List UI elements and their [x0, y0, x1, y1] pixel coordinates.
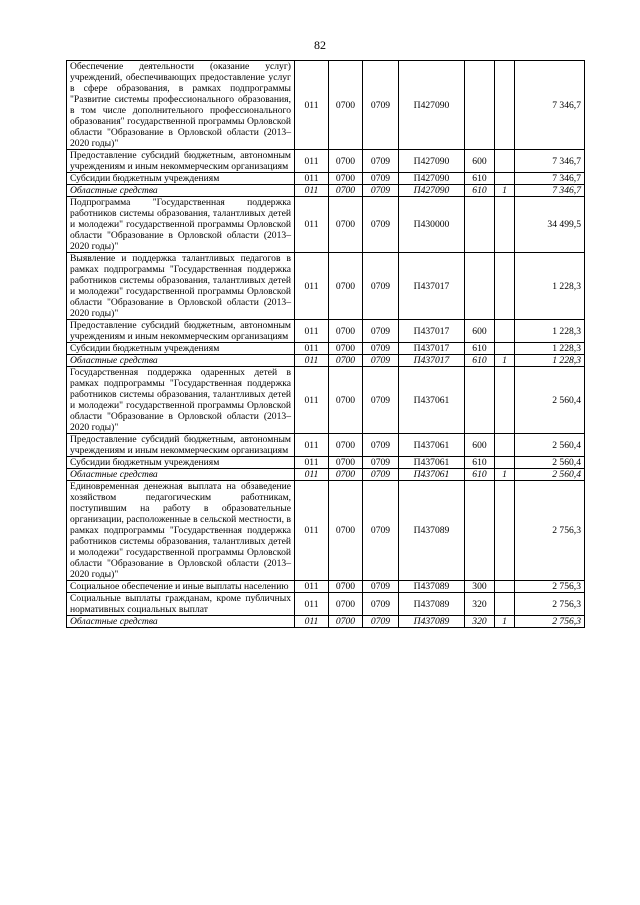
- table-row: [67, 481, 585, 581]
- table-row: [67, 150, 585, 173]
- row-pr-code: 0709: [363, 481, 399, 581]
- row-gr-code: 011: [295, 367, 329, 434]
- row-description: Единовременная денежная выплата на обзаведение хозяйством педагогическим работникам, поступившим на работу в образовательные организации, расположенные в сельской местности, в рамках подпрограммы "Государственная поддержка работников системы образования, талантливых детей и молодежи" государственной программы Орловской области "Образование в Орловской области (2013–2020 годы)": [67, 481, 295, 581]
- row-description: Областные средства: [67, 185, 295, 197]
- row-gr-code: 011: [295, 616, 329, 628]
- row-gr-code: 011: [295, 355, 329, 367]
- row-expense-type: 600: [465, 434, 495, 457]
- row-funding-source: [495, 481, 515, 581]
- row-gr-code: 011: [295, 253, 329, 320]
- row-description: Предоставление субсидий бюджетным, автономным учреждениям и иным некоммерческим организациям: [67, 434, 295, 457]
- row-funding-source: 1: [495, 616, 515, 628]
- table-row-regional-funds: [67, 616, 585, 628]
- row-expense-type: 610: [465, 343, 495, 355]
- row-pr-code: 0709: [363, 434, 399, 457]
- row-target-article: П437017: [399, 253, 465, 320]
- row-rz-code: 0700: [329, 481, 363, 581]
- row-description: Социальное обеспечение и иные выплаты населению: [67, 581, 295, 593]
- row-target-article: П437061: [399, 469, 465, 481]
- row-target-article: П437089: [399, 481, 465, 581]
- row-gr-code: 011: [295, 457, 329, 469]
- row-target-article: П437017: [399, 343, 465, 355]
- row-expense-type: 600: [465, 150, 495, 173]
- row-gr-code: 011: [295, 197, 329, 253]
- row-gr-code: 011: [295, 150, 329, 173]
- table-row: [67, 197, 585, 253]
- row-rz-code: 0700: [329, 434, 363, 457]
- row-description: Субсидии бюджетным учреждениям: [67, 457, 295, 469]
- row-target-article: П427090: [399, 185, 465, 197]
- row-description: Выявление и поддержка талантливых педагогов в рамках подпрограммы "Государственная поддержка работников системы образования, талантливых детей и молодежи" государственной программы Орловской области "Образование в Орловской области (2013–2020 годы)": [67, 253, 295, 320]
- row-target-article: П437089: [399, 616, 465, 628]
- row-pr-code: 0709: [363, 469, 399, 481]
- row-rz-code: 0700: [329, 343, 363, 355]
- row-amount: 1 228,3: [515, 343, 585, 355]
- row-expense-type: 320: [465, 616, 495, 628]
- row-pr-code: 0709: [363, 150, 399, 173]
- budget-table: [66, 60, 585, 628]
- table-row: [67, 581, 585, 593]
- row-funding-source: [495, 434, 515, 457]
- table-row: [67, 434, 585, 457]
- row-target-article: П437017: [399, 320, 465, 343]
- row-funding-source: 1: [495, 355, 515, 367]
- row-expense-type: 320: [465, 593, 495, 616]
- row-amount: 2 756,3: [515, 481, 585, 581]
- row-pr-code: 0709: [363, 355, 399, 367]
- row-gr-code: 011: [295, 61, 329, 150]
- table-body: [67, 61, 585, 628]
- row-description: Подпрограмма "Государственная поддержка работников системы образования, талантливых детей и молодежи" государственной программы Орловской области "Образование в Орловской области (2013–2020 годы)": [67, 197, 295, 253]
- row-expense-type: [465, 253, 495, 320]
- page-number: 82: [314, 38, 326, 52]
- row-gr-code: 011: [295, 434, 329, 457]
- row-pr-code: 0709: [363, 61, 399, 150]
- row-gr-code: 011: [295, 343, 329, 355]
- row-gr-code: 011: [295, 320, 329, 343]
- row-rz-code: 0700: [329, 581, 363, 593]
- table-row-regional-funds: [67, 469, 585, 481]
- row-pr-code: 0709: [363, 320, 399, 343]
- row-expense-type: 610: [465, 355, 495, 367]
- row-pr-code: 0709: [363, 185, 399, 197]
- row-target-article: П437017: [399, 355, 465, 367]
- row-amount: 2 756,3: [515, 593, 585, 616]
- row-pr-code: 0709: [363, 343, 399, 355]
- row-amount: 1 228,3: [515, 320, 585, 343]
- row-expense-type: 600: [465, 320, 495, 343]
- row-rz-code: 0700: [329, 173, 363, 185]
- row-target-article: П427090: [399, 173, 465, 185]
- row-pr-code: 0709: [363, 581, 399, 593]
- row-gr-code: 011: [295, 593, 329, 616]
- table-row: [67, 61, 585, 150]
- row-amount: 2 560,4: [515, 367, 585, 434]
- row-amount: 1 228,3: [515, 355, 585, 367]
- row-gr-code: 011: [295, 581, 329, 593]
- row-funding-source: [495, 173, 515, 185]
- row-target-article: П437089: [399, 593, 465, 616]
- row-amount: 34 499,5: [515, 197, 585, 253]
- row-funding-source: [495, 320, 515, 343]
- row-gr-code: 011: [295, 469, 329, 481]
- table-row: [67, 457, 585, 469]
- row-pr-code: 0709: [363, 367, 399, 434]
- row-description: Областные средства: [67, 469, 295, 481]
- row-target-article: П430000: [399, 197, 465, 253]
- row-pr-code: 0709: [363, 457, 399, 469]
- table-row: [67, 343, 585, 355]
- row-description: Субсидии бюджетным учреждениям: [67, 173, 295, 185]
- row-rz-code: 0700: [329, 150, 363, 173]
- row-funding-source: [495, 457, 515, 469]
- row-expense-type: [465, 367, 495, 434]
- row-rz-code: 0700: [329, 355, 363, 367]
- table-row: [67, 367, 585, 434]
- row-funding-source: 1: [495, 469, 515, 481]
- row-target-article: П427090: [399, 150, 465, 173]
- row-description: Субсидии бюджетным учреждениям: [67, 343, 295, 355]
- row-amount: 2 756,3: [515, 616, 585, 628]
- row-rz-code: 0700: [329, 61, 363, 150]
- row-expense-type: [465, 197, 495, 253]
- row-description: Областные средства: [67, 616, 295, 628]
- row-description: Социальные выплаты гражданам, кроме публичных нормативных социальных выплат: [67, 593, 295, 616]
- row-amount: 1 228,3: [515, 253, 585, 320]
- table-row-regional-funds: [67, 355, 585, 367]
- row-funding-source: [495, 150, 515, 173]
- row-description: Предоставление субсидий бюджетным, автономным учреждениям и иным некоммерческим организациям: [67, 150, 295, 173]
- row-funding-source: [495, 581, 515, 593]
- row-funding-source: [495, 253, 515, 320]
- row-amount: 7 346,7: [515, 150, 585, 173]
- row-amount: 2 560,4: [515, 434, 585, 457]
- row-target-article: П437061: [399, 367, 465, 434]
- row-amount: 2 756,3: [515, 581, 585, 593]
- row-gr-code: 011: [295, 481, 329, 581]
- table-row: [67, 173, 585, 185]
- row-description: Обеспечение деятельности (оказание услуг) учреждений, обеспечивающих предоставление услуг в сфере образования, в рамках подпрограммы "Развитие системы профессионального образования, в том числе дополнительного профессионального образования" государственной программы Орловской области "Образование в Орловской области (2013–2020 годы)": [67, 61, 295, 150]
- row-amount: 7 346,7: [515, 173, 585, 185]
- row-target-article: П427090: [399, 61, 465, 150]
- row-expense-type: 300: [465, 581, 495, 593]
- row-expense-type: 610: [465, 469, 495, 481]
- row-amount: 7 346,7: [515, 185, 585, 197]
- row-funding-source: 1: [495, 185, 515, 197]
- table-row: [67, 253, 585, 320]
- row-amount: 2 560,4: [515, 457, 585, 469]
- row-expense-type: 610: [465, 457, 495, 469]
- row-gr-code: 011: [295, 173, 329, 185]
- row-target-article: П437061: [399, 457, 465, 469]
- row-gr-code: 011: [295, 185, 329, 197]
- row-description: Областные средства: [67, 355, 295, 367]
- row-amount: 7 346,7: [515, 61, 585, 150]
- row-rz-code: 0700: [329, 457, 363, 469]
- row-funding-source: [495, 367, 515, 434]
- row-expense-type: [465, 61, 495, 150]
- row-pr-code: 0709: [363, 173, 399, 185]
- row-rz-code: 0700: [329, 320, 363, 343]
- row-description: Государственная поддержка одаренных детей в рамках подпрограммы "Государственная поддержка работников системы образования, талантливых детей и молодежи" государственной программы Орловской области "Образование в Орловской области (2013–2020 годы)": [67, 367, 295, 434]
- row-pr-code: 0709: [363, 253, 399, 320]
- row-rz-code: 0700: [329, 253, 363, 320]
- row-funding-source: [495, 61, 515, 150]
- row-rz-code: 0700: [329, 185, 363, 197]
- row-expense-type: 610: [465, 185, 495, 197]
- row-pr-code: 0709: [363, 593, 399, 616]
- row-pr-code: 0709: [363, 197, 399, 253]
- row-rz-code: 0700: [329, 197, 363, 253]
- row-expense-type: 610: [465, 173, 495, 185]
- row-rz-code: 0700: [329, 593, 363, 616]
- row-description: Предоставление субсидий бюджетным, автономным учреждениям и иным некоммерческим организациям: [67, 320, 295, 343]
- row-amount: 2 560,4: [515, 469, 585, 481]
- row-funding-source: [495, 197, 515, 253]
- row-funding-source: [495, 343, 515, 355]
- row-pr-code: 0709: [363, 616, 399, 628]
- row-target-article: П437061: [399, 434, 465, 457]
- row-rz-code: 0700: [329, 469, 363, 481]
- table-row: [67, 320, 585, 343]
- row-target-article: П437089: [399, 581, 465, 593]
- row-rz-code: 0700: [329, 367, 363, 434]
- row-funding-source: [495, 593, 515, 616]
- row-expense-type: [465, 481, 495, 581]
- row-rz-code: 0700: [329, 616, 363, 628]
- table-row: [67, 593, 585, 616]
- table-row-regional-funds: [67, 185, 585, 197]
